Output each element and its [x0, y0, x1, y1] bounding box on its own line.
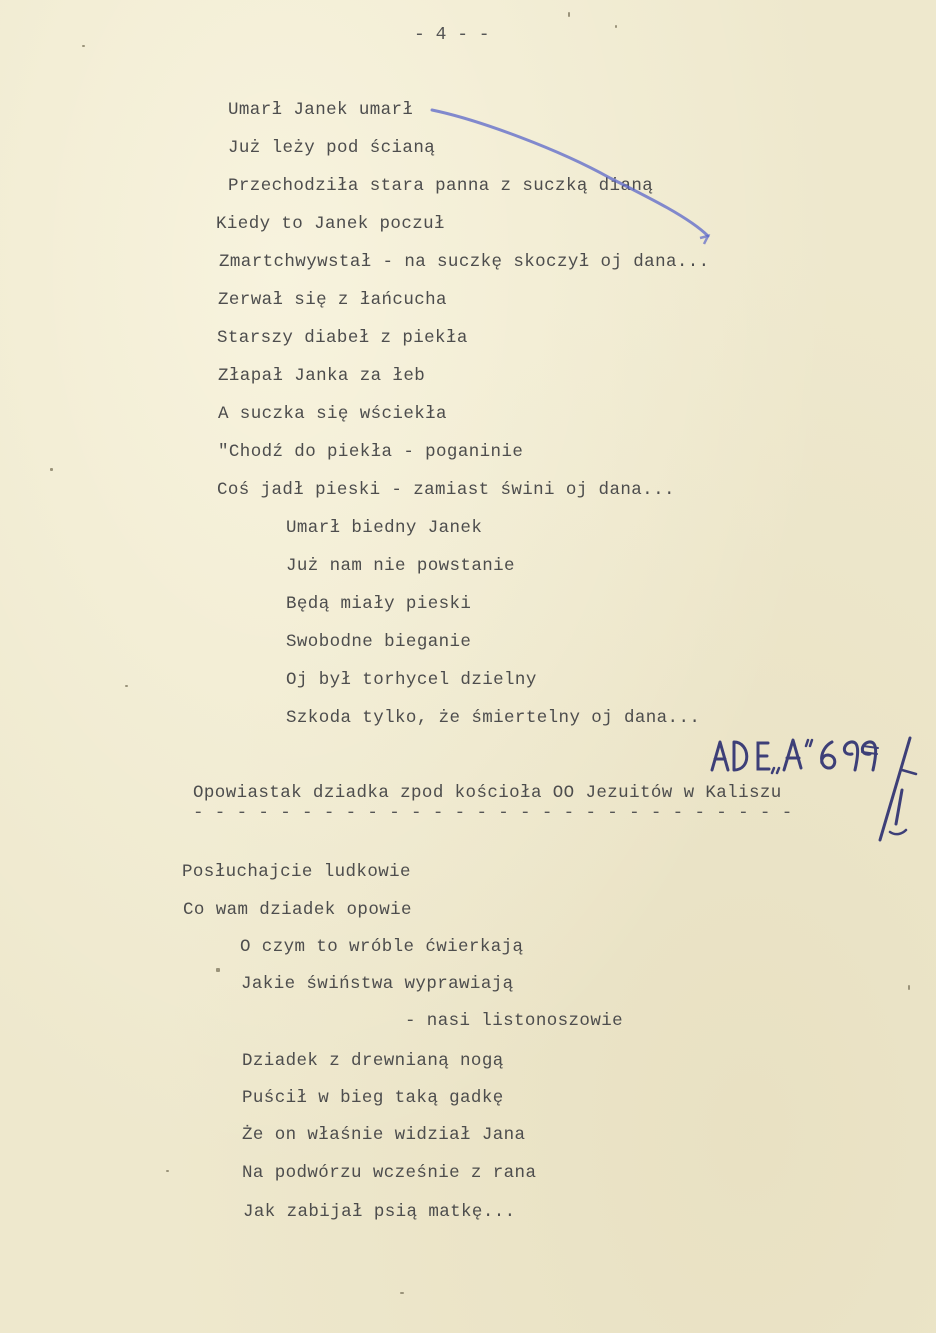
poem-line: Na podwórzu wcześnie z rana — [242, 1163, 537, 1183]
poem-line: Już leży pod ścianą — [228, 138, 436, 158]
paper-speck — [82, 45, 85, 47]
archive-signature-mark — [706, 736, 926, 846]
poem-line: Umarł biedny Janek — [286, 518, 483, 538]
poem-line: Kiedy to Janek poczuł — [216, 214, 445, 234]
paper-speck — [400, 1292, 404, 1294]
poem-line: Już nam nie powstanie — [286, 556, 515, 576]
poem-line: Jakie świństwa wyprawiają — [241, 974, 514, 994]
poem-line: Złapał Janka za łeb — [218, 366, 426, 386]
poem-line: Co wam dziadek opowie — [183, 900, 412, 920]
poem-line: Że on właśnie widział Jana — [242, 1125, 526, 1145]
poem-line: Zmartchwywstał - na suczkę skoczył oj dana... — [219, 252, 710, 272]
section-title: Opowiastak dziadka zpod kościoła OO Jezuitów w Kaliszu — [193, 783, 782, 803]
section-title-underline: - - - - - - - - - - - - - - - - - - - - - - - - - - - - — [193, 803, 793, 823]
poem-line: Posłuchajcie ludkowie — [182, 862, 411, 882]
paper-speck — [166, 1170, 169, 1172]
poem-line: Będą miały pieski — [286, 594, 472, 614]
poem-line: Coś jadł pieski - zamiast świni oj dana... — [217, 480, 675, 500]
poem-line: Oj był torhycel dzielny — [286, 670, 537, 690]
poem-line: Przechodziła stara panna z suczką dianą — [228, 176, 654, 196]
poem-line: O czym to wróble ćwierkają — [240, 937, 524, 957]
poem-line: Zerwał się z łańcucha — [218, 290, 447, 310]
poem-line: Jak zabijał psią matkę... — [243, 1202, 516, 1222]
poem-line: A suczka się wściekła — [218, 404, 447, 424]
paper-speck — [216, 968, 220, 972]
poem-line: Starszy diabeł z piekła — [217, 328, 468, 348]
poem-line: Dziadek z drewnianą nogą — [242, 1051, 504, 1071]
poem-line: Szkoda tylko, że śmiertelny oj dana... — [286, 708, 701, 728]
paper-speck — [615, 25, 617, 28]
poem-line: "Chodź do piekła - poganinie — [218, 442, 524, 462]
paper-speck — [568, 12, 570, 17]
paper-speck — [125, 685, 128, 687]
paper-speck — [50, 468, 53, 471]
poem-line: Swobodne bieganie — [286, 632, 472, 652]
poem-line: - nasi listonoszowie — [405, 1011, 624, 1031]
page-number: - 4 - - — [414, 25, 490, 45]
poem-line: Umarł Janek umarł — [228, 100, 414, 120]
paper-speck — [908, 985, 910, 990]
poem-line: Puścił w bieg taką gadkę — [242, 1088, 504, 1108]
